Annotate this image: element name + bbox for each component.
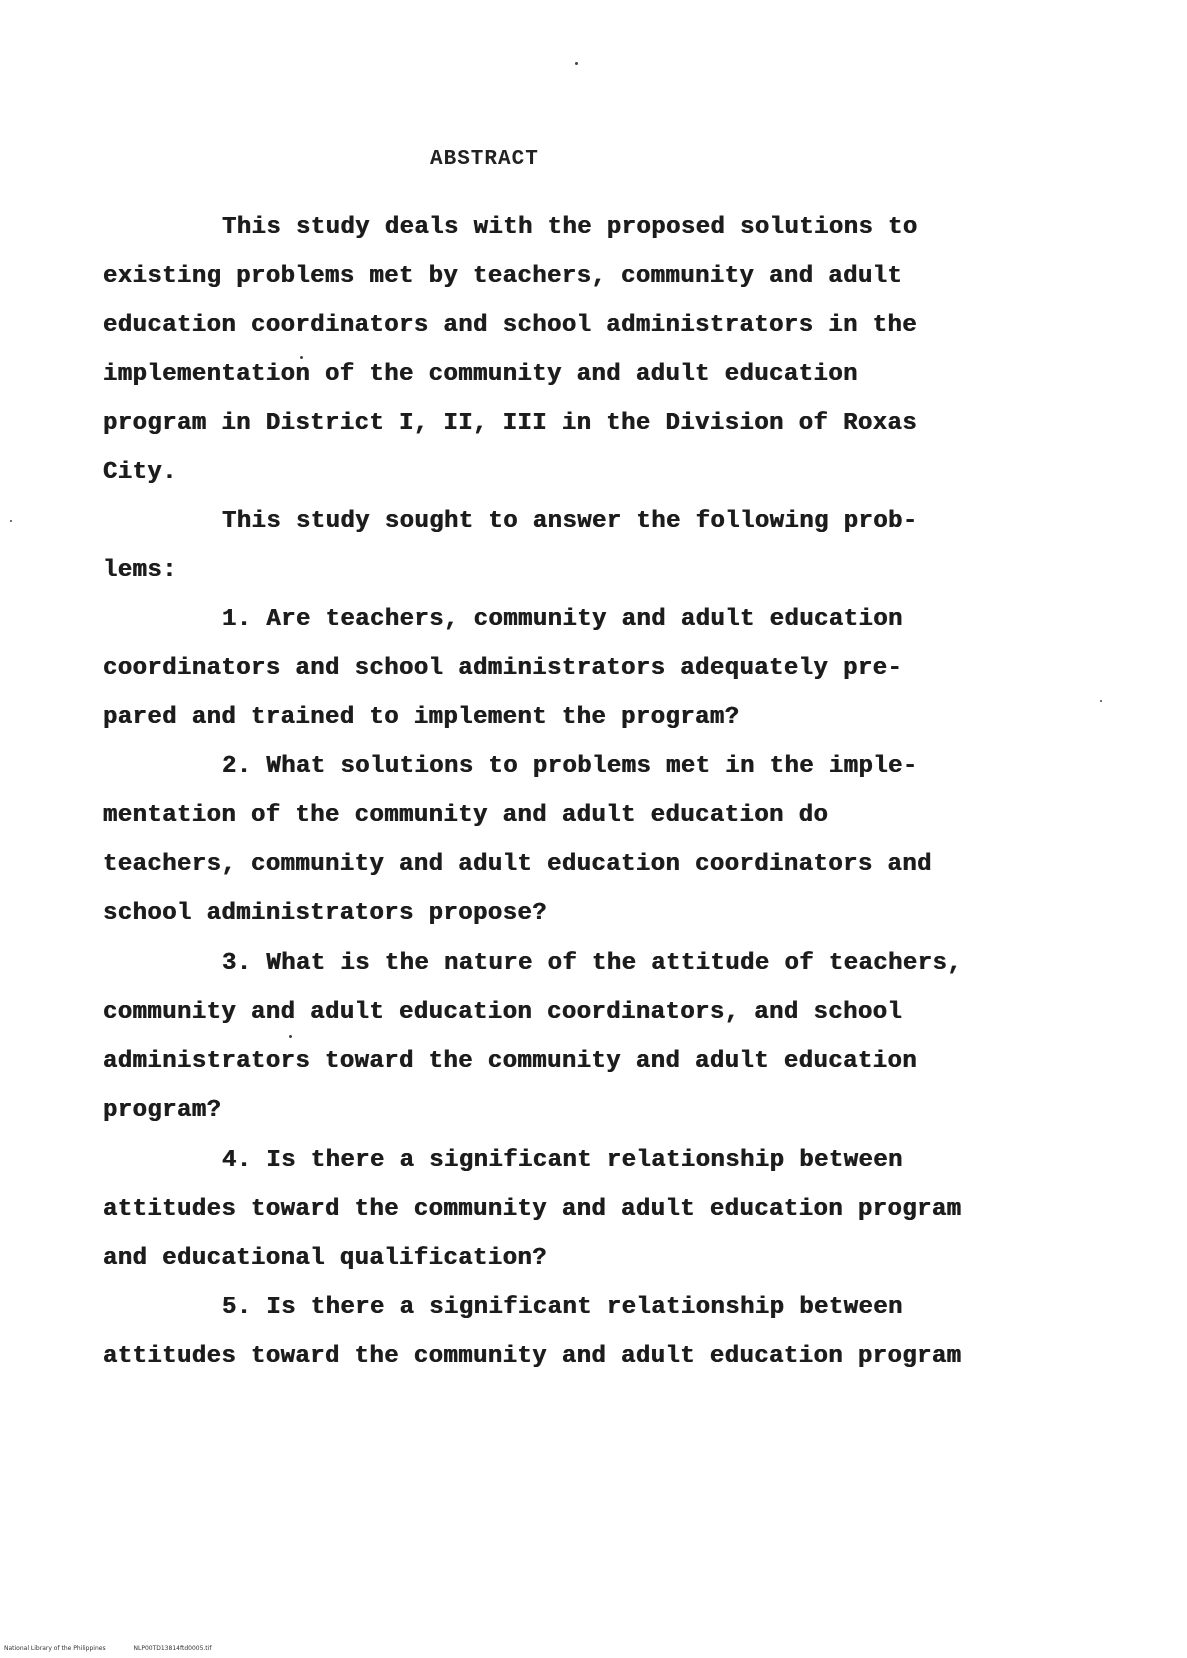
- body-line-6: City.: [103, 459, 178, 486]
- question-5-line-2: attitudes toward the community and adult education program: [103, 1343, 962, 1370]
- question-2-line-3: teachers, community and adult education coordinators and: [103, 851, 932, 878]
- abstract-heading: ABSTRACT: [430, 148, 539, 171]
- body-line-2: existing problems met by teachers, community and adult: [103, 263, 903, 290]
- body-line-7: This study sought to answer the following prob-: [222, 508, 918, 535]
- question-5-line-1: 5. Is there a significant relationship between: [222, 1294, 903, 1321]
- question-4-line-2: attitudes toward the community and adult education program: [103, 1196, 962, 1223]
- footer-filename: NLP00TD13814ftd0005.tif: [133, 1645, 212, 1652]
- question-2-line-2: mentation of the community and adult education do: [103, 802, 829, 829]
- question-1-line-3: pared and trained to implement the program?: [103, 704, 740, 731]
- body-line-3: education coordinators and school administrators in the: [103, 312, 918, 339]
- scan-speck: [1100, 700, 1102, 702]
- question-3-line-1: 3. What is the nature of the attitude of teachers,: [222, 950, 963, 977]
- scan-speck: [289, 1035, 292, 1038]
- scan-speck: [10, 520, 12, 522]
- body-line-1: This study deals with the proposed solutions to: [222, 214, 918, 241]
- body-line-4: implementation of the community and adult education: [103, 361, 858, 388]
- footer-library: National Library of the Philippines: [4, 1645, 106, 1652]
- question-1-line-2: coordinators and school administrators adequately pre-: [103, 655, 903, 682]
- question-3-line-3: administrators toward the community and adult education: [103, 1048, 918, 1075]
- scan-speck: [300, 356, 303, 359]
- question-2-line-1: 2. What solutions to problems met in the imple-: [222, 753, 918, 780]
- scan-footer: [4, 1645, 237, 1652]
- scan-speck: [575, 62, 578, 65]
- question-4-line-3: and educational qualification?: [103, 1245, 548, 1272]
- question-4-line-1: 4. Is there a significant relationship between: [222, 1147, 903, 1174]
- question-2-line-4: school administrators propose?: [103, 900, 548, 927]
- question-3-line-2: community and adult education coordinators, and school: [103, 999, 903, 1026]
- body-line-8: lems:: [103, 557, 178, 584]
- question-1-line-1: 1. Are teachers, community and adult education: [222, 606, 903, 633]
- body-line-5: program in District I, II, III in the Division of Roxas: [103, 410, 918, 437]
- question-3-line-4: program?: [103, 1097, 222, 1124]
